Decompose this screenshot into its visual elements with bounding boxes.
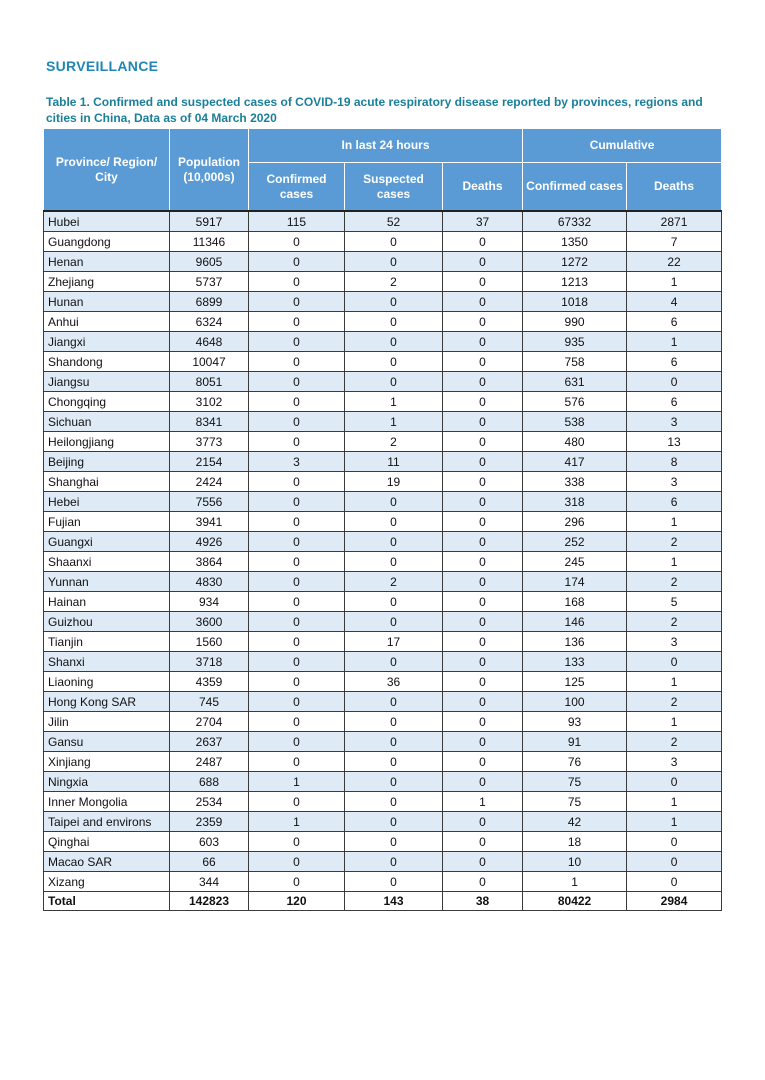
cumulative-confirmed-cell: 146 (523, 612, 627, 632)
cumulative-deaths-cell: 22 (627, 252, 722, 272)
population-cell: 2534 (170, 792, 249, 812)
cumulative-confirmed-cell: 631 (523, 372, 627, 392)
table-row (44, 852, 722, 872)
confirmed-24h-cell: 0 (249, 612, 345, 632)
cumulative-deaths-cell: 2 (627, 612, 722, 632)
deaths-24h-cell: 0 (443, 412, 523, 432)
cumulative-confirmed-cell: 75 (523, 792, 627, 812)
table-row (44, 752, 722, 772)
cumulative-deaths-cell: 2 (627, 572, 722, 592)
province-name-cell: Qinghai (44, 832, 170, 852)
deaths-24h-cell: 0 (443, 272, 523, 292)
population-cell: 3941 (170, 512, 249, 532)
deaths-24h-cell: 0 (443, 352, 523, 372)
cumulative-deaths-cell: 6 (627, 492, 722, 512)
cases-table (43, 128, 722, 911)
deaths-24h-cell: 0 (443, 672, 523, 692)
cumulative-confirmed-cell: 296 (523, 512, 627, 532)
cumulative-confirmed-cell: 75 (523, 772, 627, 792)
deaths-24h-cell: 0 (443, 732, 523, 752)
cumulative-confirmed-cell: 10 (523, 852, 627, 872)
deaths-24h-cell: 0 (443, 552, 523, 572)
cumulative-deaths-cell: 3 (627, 632, 722, 652)
province-name-cell: Shanghai (44, 472, 170, 492)
cumulative-confirmed-cell: 990 (523, 312, 627, 332)
population-cell: 745 (170, 692, 249, 712)
cumulative-deaths-cell: 1 (627, 812, 722, 832)
header-last-24-hours: In last 24 hours (249, 129, 523, 163)
confirmed-24h-cell: 0 (249, 372, 345, 392)
cumulative-deaths-cell: 0 (627, 372, 722, 392)
table-row (44, 712, 722, 732)
cumulative-confirmed-cell: 67332 (523, 211, 627, 232)
cumulative-confirmed-cell: 318 (523, 492, 627, 512)
population-cell: 8051 (170, 372, 249, 392)
suspected-24h-cell: 0 (345, 752, 443, 772)
suspected-24h-cell: 0 (345, 372, 443, 392)
table-row (44, 592, 722, 612)
confirmed-24h-cell: 0 (249, 412, 345, 432)
deaths-24h-cell: 0 (443, 252, 523, 272)
cumulative-deaths-cell: 3 (627, 472, 722, 492)
deaths-24h-cell: 0 (443, 712, 523, 732)
suspected-24h-cell: 0 (345, 252, 443, 272)
header-cumulative-confirmed: Confirmed cases (523, 163, 627, 212)
table-row (44, 272, 722, 292)
table-row (44, 452, 722, 472)
header-suspected-cases: Suspected cases (345, 163, 443, 212)
cumulative-deaths-cell: 8 (627, 452, 722, 472)
suspected-24h-cell: 1 (345, 412, 443, 432)
province-name-cell: Hubei (44, 211, 170, 232)
suspected-24h-cell: 0 (345, 352, 443, 372)
confirmed-24h-cell: 0 (249, 872, 345, 892)
province-name-cell: Taipei and environs (44, 812, 170, 832)
population-cell: 2359 (170, 812, 249, 832)
confirmed-24h-cell: 0 (249, 552, 345, 572)
cumulative-confirmed-cell: 480 (523, 432, 627, 452)
deaths-24h-cell: 0 (443, 832, 523, 852)
cumulative-deaths-cell: 2 (627, 692, 722, 712)
province-name-cell: Ningxia (44, 772, 170, 792)
confirmed-24h-cell: 3 (249, 452, 345, 472)
header-cumulative-deaths: Deaths (627, 163, 722, 212)
cumulative-confirmed-cell: 252 (523, 532, 627, 552)
cumulative-deaths-cell: 2871 (627, 211, 722, 232)
confirmed-24h-cell: 0 (249, 852, 345, 872)
suspected-24h-cell: 0 (345, 492, 443, 512)
confirmed-24h-cell: 0 (249, 732, 345, 752)
total-row (44, 892, 722, 911)
confirmed-24h-cell: 0 (249, 352, 345, 372)
province-name-cell: Guangxi (44, 532, 170, 552)
province-name-cell: Hunan (44, 292, 170, 312)
suspected-24h-cell: 0 (345, 692, 443, 712)
cumulative-confirmed-cell: 42 (523, 812, 627, 832)
suspected-24h-cell: 0 (345, 612, 443, 632)
confirmed-24h-cell: 0 (249, 832, 345, 852)
province-name-cell: Guizhou (44, 612, 170, 632)
total-cumulative-confirmed: 80422 (523, 892, 627, 911)
suspected-24h-cell: 0 (345, 332, 443, 352)
suspected-24h-cell: 0 (345, 592, 443, 612)
confirmed-24h-cell: 0 (249, 792, 345, 812)
suspected-24h-cell: 2 (345, 272, 443, 292)
province-name-cell: Hong Kong SAR (44, 692, 170, 712)
province-name-cell: Jiangsu (44, 372, 170, 392)
suspected-24h-cell: 0 (345, 732, 443, 752)
confirmed-24h-cell: 0 (249, 592, 345, 612)
table-row (44, 332, 722, 352)
deaths-24h-cell: 0 (443, 692, 523, 712)
table-row (44, 412, 722, 432)
population-cell: 4830 (170, 572, 249, 592)
cumulative-deaths-cell: 6 (627, 392, 722, 412)
deaths-24h-cell: 0 (443, 592, 523, 612)
table-row (44, 672, 722, 692)
population-cell: 3102 (170, 392, 249, 412)
cumulative-deaths-cell: 6 (627, 352, 722, 372)
suspected-24h-cell: 0 (345, 852, 443, 872)
cumulative-confirmed-cell: 1272 (523, 252, 627, 272)
deaths-24h-cell: 0 (443, 312, 523, 332)
confirmed-24h-cell: 0 (249, 472, 345, 492)
cumulative-confirmed-cell: 18 (523, 832, 627, 852)
cumulative-deaths-cell: 1 (627, 672, 722, 692)
confirmed-24h-cell: 0 (249, 432, 345, 452)
header-deaths: Deaths (443, 163, 523, 212)
cumulative-confirmed-cell: 935 (523, 332, 627, 352)
population-cell: 934 (170, 592, 249, 612)
cumulative-deaths-cell: 2 (627, 532, 722, 552)
table-row (44, 772, 722, 792)
cumulative-confirmed-cell: 1213 (523, 272, 627, 292)
confirmed-24h-cell: 0 (249, 232, 345, 252)
cumulative-deaths-cell: 0 (627, 772, 722, 792)
population-cell: 688 (170, 772, 249, 792)
deaths-24h-cell: 0 (443, 492, 523, 512)
confirmed-24h-cell: 115 (249, 211, 345, 232)
suspected-24h-cell: 0 (345, 312, 443, 332)
cumulative-confirmed-cell: 1018 (523, 292, 627, 312)
total-label: Total (44, 892, 170, 911)
suspected-24h-cell: 19 (345, 472, 443, 492)
suspected-24h-cell: 0 (345, 712, 443, 732)
population-cell: 603 (170, 832, 249, 852)
province-name-cell: Jilin (44, 712, 170, 732)
header-province: Province/ Region/ City (44, 129, 170, 212)
cumulative-confirmed-cell: 1350 (523, 232, 627, 252)
confirmed-24h-cell: 0 (249, 532, 345, 552)
table-row (44, 792, 722, 812)
province-name-cell: Beijing (44, 452, 170, 472)
table-caption: Table 1. Confirmed and suspected cases of COVID-19 acute respiratory disease reported by provinces, regions and cities in China, Data as of 04 March 2020 (46, 95, 703, 125)
cumulative-confirmed-cell: 538 (523, 412, 627, 432)
cumulative-deaths-cell: 13 (627, 432, 722, 452)
confirmed-24h-cell: 0 (249, 712, 345, 732)
province-name-cell: Chongqing (44, 392, 170, 412)
total-cumulative-deaths: 2984 (627, 892, 722, 911)
cumulative-deaths-cell: 2 (627, 732, 722, 752)
confirmed-24h-cell: 0 (249, 752, 345, 772)
deaths-24h-cell: 0 (443, 512, 523, 532)
cumulative-deaths-cell: 7 (627, 232, 722, 252)
deaths-24h-cell: 0 (443, 232, 523, 252)
cumulative-confirmed-cell: 133 (523, 652, 627, 672)
suspected-24h-cell: 0 (345, 832, 443, 852)
deaths-24h-cell: 0 (443, 392, 523, 412)
cumulative-confirmed-cell: 576 (523, 392, 627, 412)
cumulative-deaths-cell: 5 (627, 592, 722, 612)
suspected-24h-cell: 0 (345, 292, 443, 312)
deaths-24h-cell: 0 (443, 532, 523, 552)
cumulative-deaths-cell: 6 (627, 312, 722, 332)
deaths-24h-cell: 0 (443, 332, 523, 352)
deaths-24h-cell: 37 (443, 211, 523, 232)
suspected-24h-cell: 0 (345, 512, 443, 532)
population-cell: 3600 (170, 612, 249, 632)
confirmed-24h-cell: 0 (249, 572, 345, 592)
header-cumulative: Cumulative (523, 129, 722, 163)
province-name-cell: Henan (44, 252, 170, 272)
table-row (44, 872, 722, 892)
cumulative-deaths-cell: 0 (627, 652, 722, 672)
suspected-24h-cell: 52 (345, 211, 443, 232)
province-name-cell: Tianjin (44, 632, 170, 652)
province-name-cell: Xinjiang (44, 752, 170, 772)
confirmed-24h-cell: 0 (249, 332, 345, 352)
cumulative-deaths-cell: 0 (627, 872, 722, 892)
suspected-24h-cell: 2 (345, 432, 443, 452)
cumulative-deaths-cell: 3 (627, 412, 722, 432)
province-name-cell: Liaoning (44, 672, 170, 692)
deaths-24h-cell: 0 (443, 652, 523, 672)
deaths-24h-cell: 0 (443, 812, 523, 832)
province-name-cell: Zhejiang (44, 272, 170, 292)
header-population: Population (10,000s) (170, 129, 249, 212)
population-cell: 66 (170, 852, 249, 872)
cumulative-confirmed-cell: 1 (523, 872, 627, 892)
confirmed-24h-cell: 0 (249, 392, 345, 412)
table-row (44, 812, 722, 832)
province-name-cell: Guangdong (44, 232, 170, 252)
deaths-24h-cell: 0 (443, 372, 523, 392)
province-name-cell: Hebei (44, 492, 170, 512)
total-confirmed-24h: 120 (249, 892, 345, 911)
suspected-24h-cell: 0 (345, 552, 443, 572)
suspected-24h-cell: 0 (345, 792, 443, 812)
cumulative-confirmed-cell: 338 (523, 472, 627, 492)
table-row (44, 372, 722, 392)
confirmed-24h-cell: 0 (249, 252, 345, 272)
total-deaths-24h: 38 (443, 892, 523, 911)
suspected-24h-cell: 0 (345, 232, 443, 252)
table-row (44, 652, 722, 672)
province-name-cell: Sichuan (44, 412, 170, 432)
suspected-24h-cell: 0 (345, 772, 443, 792)
population-cell: 6899 (170, 292, 249, 312)
cumulative-confirmed-cell: 91 (523, 732, 627, 752)
cumulative-deaths-cell: 1 (627, 332, 722, 352)
section-title: SURVEILLANCE (46, 58, 159, 74)
province-name-cell: Jiangxi (44, 332, 170, 352)
cumulative-deaths-cell: 1 (627, 272, 722, 292)
table-row (44, 252, 722, 272)
province-name-cell: Gansu (44, 732, 170, 752)
suspected-24h-cell: 0 (345, 652, 443, 672)
population-cell: 4926 (170, 532, 249, 552)
confirmed-24h-cell: 0 (249, 292, 345, 312)
deaths-24h-cell: 0 (443, 452, 523, 472)
table-row (44, 352, 722, 372)
confirmed-24h-cell: 0 (249, 312, 345, 332)
population-cell: 2487 (170, 752, 249, 772)
suspected-24h-cell: 17 (345, 632, 443, 652)
confirmed-24h-cell: 0 (249, 692, 345, 712)
total-suspected-24h: 143 (345, 892, 443, 911)
cumulative-confirmed-cell: 136 (523, 632, 627, 652)
population-cell: 3718 (170, 652, 249, 672)
suspected-24h-cell: 1 (345, 392, 443, 412)
cumulative-deaths-cell: 1 (627, 792, 722, 812)
confirmed-24h-cell: 1 (249, 772, 345, 792)
table-row (44, 732, 722, 752)
province-name-cell: Yunnan (44, 572, 170, 592)
confirmed-24h-cell: 0 (249, 652, 345, 672)
deaths-24h-cell: 0 (443, 872, 523, 892)
suspected-24h-cell: 36 (345, 672, 443, 692)
population-cell: 4359 (170, 672, 249, 692)
deaths-24h-cell: 0 (443, 852, 523, 872)
cumulative-confirmed-cell: 76 (523, 752, 627, 772)
cumulative-confirmed-cell: 174 (523, 572, 627, 592)
population-cell: 5917 (170, 211, 249, 232)
province-name-cell: Shaanxi (44, 552, 170, 572)
cumulative-deaths-cell: 3 (627, 752, 722, 772)
table-row (44, 292, 722, 312)
table-body (44, 211, 722, 892)
province-name-cell: Shanxi (44, 652, 170, 672)
province-name-cell: Xizang (44, 872, 170, 892)
deaths-24h-cell: 1 (443, 792, 523, 812)
table-row (44, 472, 722, 492)
deaths-24h-cell: 0 (443, 612, 523, 632)
population-cell: 11346 (170, 232, 249, 252)
cumulative-confirmed-cell: 758 (523, 352, 627, 372)
population-cell: 8341 (170, 412, 249, 432)
cumulative-deaths-cell: 0 (627, 852, 722, 872)
confirmed-24h-cell: 0 (249, 512, 345, 532)
confirmed-24h-cell: 0 (249, 272, 345, 292)
confirmed-24h-cell: 0 (249, 492, 345, 512)
province-name-cell: Fujian (44, 512, 170, 532)
population-cell: 2704 (170, 712, 249, 732)
confirmed-24h-cell: 0 (249, 632, 345, 652)
table-row (44, 512, 722, 532)
population-cell: 344 (170, 872, 249, 892)
cumulative-confirmed-cell: 417 (523, 452, 627, 472)
suspected-24h-cell: 0 (345, 812, 443, 832)
suspected-24h-cell: 0 (345, 872, 443, 892)
population-cell: 5737 (170, 272, 249, 292)
province-name-cell: Hainan (44, 592, 170, 612)
table-row (44, 532, 722, 552)
population-cell: 9605 (170, 252, 249, 272)
cumulative-deaths-cell: 0 (627, 832, 722, 852)
population-cell: 7556 (170, 492, 249, 512)
total-population: 142823 (170, 892, 249, 911)
table-row (44, 312, 722, 332)
table-row (44, 612, 722, 632)
province-name-cell: Inner Mongolia (44, 792, 170, 812)
province-name-cell: Shandong (44, 352, 170, 372)
population-cell: 10047 (170, 352, 249, 372)
cumulative-confirmed-cell: 93 (523, 712, 627, 732)
province-name-cell: Heilongjiang (44, 432, 170, 452)
population-cell: 4648 (170, 332, 249, 352)
cumulative-confirmed-cell: 125 (523, 672, 627, 692)
population-cell: 3864 (170, 552, 249, 572)
province-name-cell: Macao SAR (44, 852, 170, 872)
cumulative-deaths-cell: 1 (627, 712, 722, 732)
population-cell: 2154 (170, 452, 249, 472)
cumulative-confirmed-cell: 245 (523, 552, 627, 572)
deaths-24h-cell: 0 (443, 572, 523, 592)
cumulative-deaths-cell: 1 (627, 512, 722, 532)
header-confirmed-cases: Confirmed cases (249, 163, 345, 212)
deaths-24h-cell: 0 (443, 472, 523, 492)
table-row (44, 692, 722, 712)
population-cell: 2424 (170, 472, 249, 492)
cumulative-deaths-cell: 1 (627, 552, 722, 572)
population-cell: 1560 (170, 632, 249, 652)
table-row (44, 552, 722, 572)
confirmed-24h-cell: 1 (249, 812, 345, 832)
deaths-24h-cell: 0 (443, 632, 523, 652)
table-row (44, 211, 722, 232)
deaths-24h-cell: 0 (443, 772, 523, 792)
table-row (44, 232, 722, 252)
deaths-24h-cell: 0 (443, 292, 523, 312)
table-row (44, 392, 722, 412)
table-row (44, 492, 722, 512)
province-name-cell: Anhui (44, 312, 170, 332)
population-cell: 3773 (170, 432, 249, 452)
population-cell: 2637 (170, 732, 249, 752)
table-row (44, 832, 722, 852)
confirmed-24h-cell: 0 (249, 672, 345, 692)
table-row (44, 432, 722, 452)
suspected-24h-cell: 0 (345, 532, 443, 552)
table-row (44, 632, 722, 652)
deaths-24h-cell: 0 (443, 432, 523, 452)
population-cell: 6324 (170, 312, 249, 332)
suspected-24h-cell: 11 (345, 452, 443, 472)
cumulative-deaths-cell: 4 (627, 292, 722, 312)
table-row (44, 572, 722, 592)
cumulative-confirmed-cell: 168 (523, 592, 627, 612)
deaths-24h-cell: 0 (443, 752, 523, 772)
cumulative-confirmed-cell: 100 (523, 692, 627, 712)
suspected-24h-cell: 2 (345, 572, 443, 592)
